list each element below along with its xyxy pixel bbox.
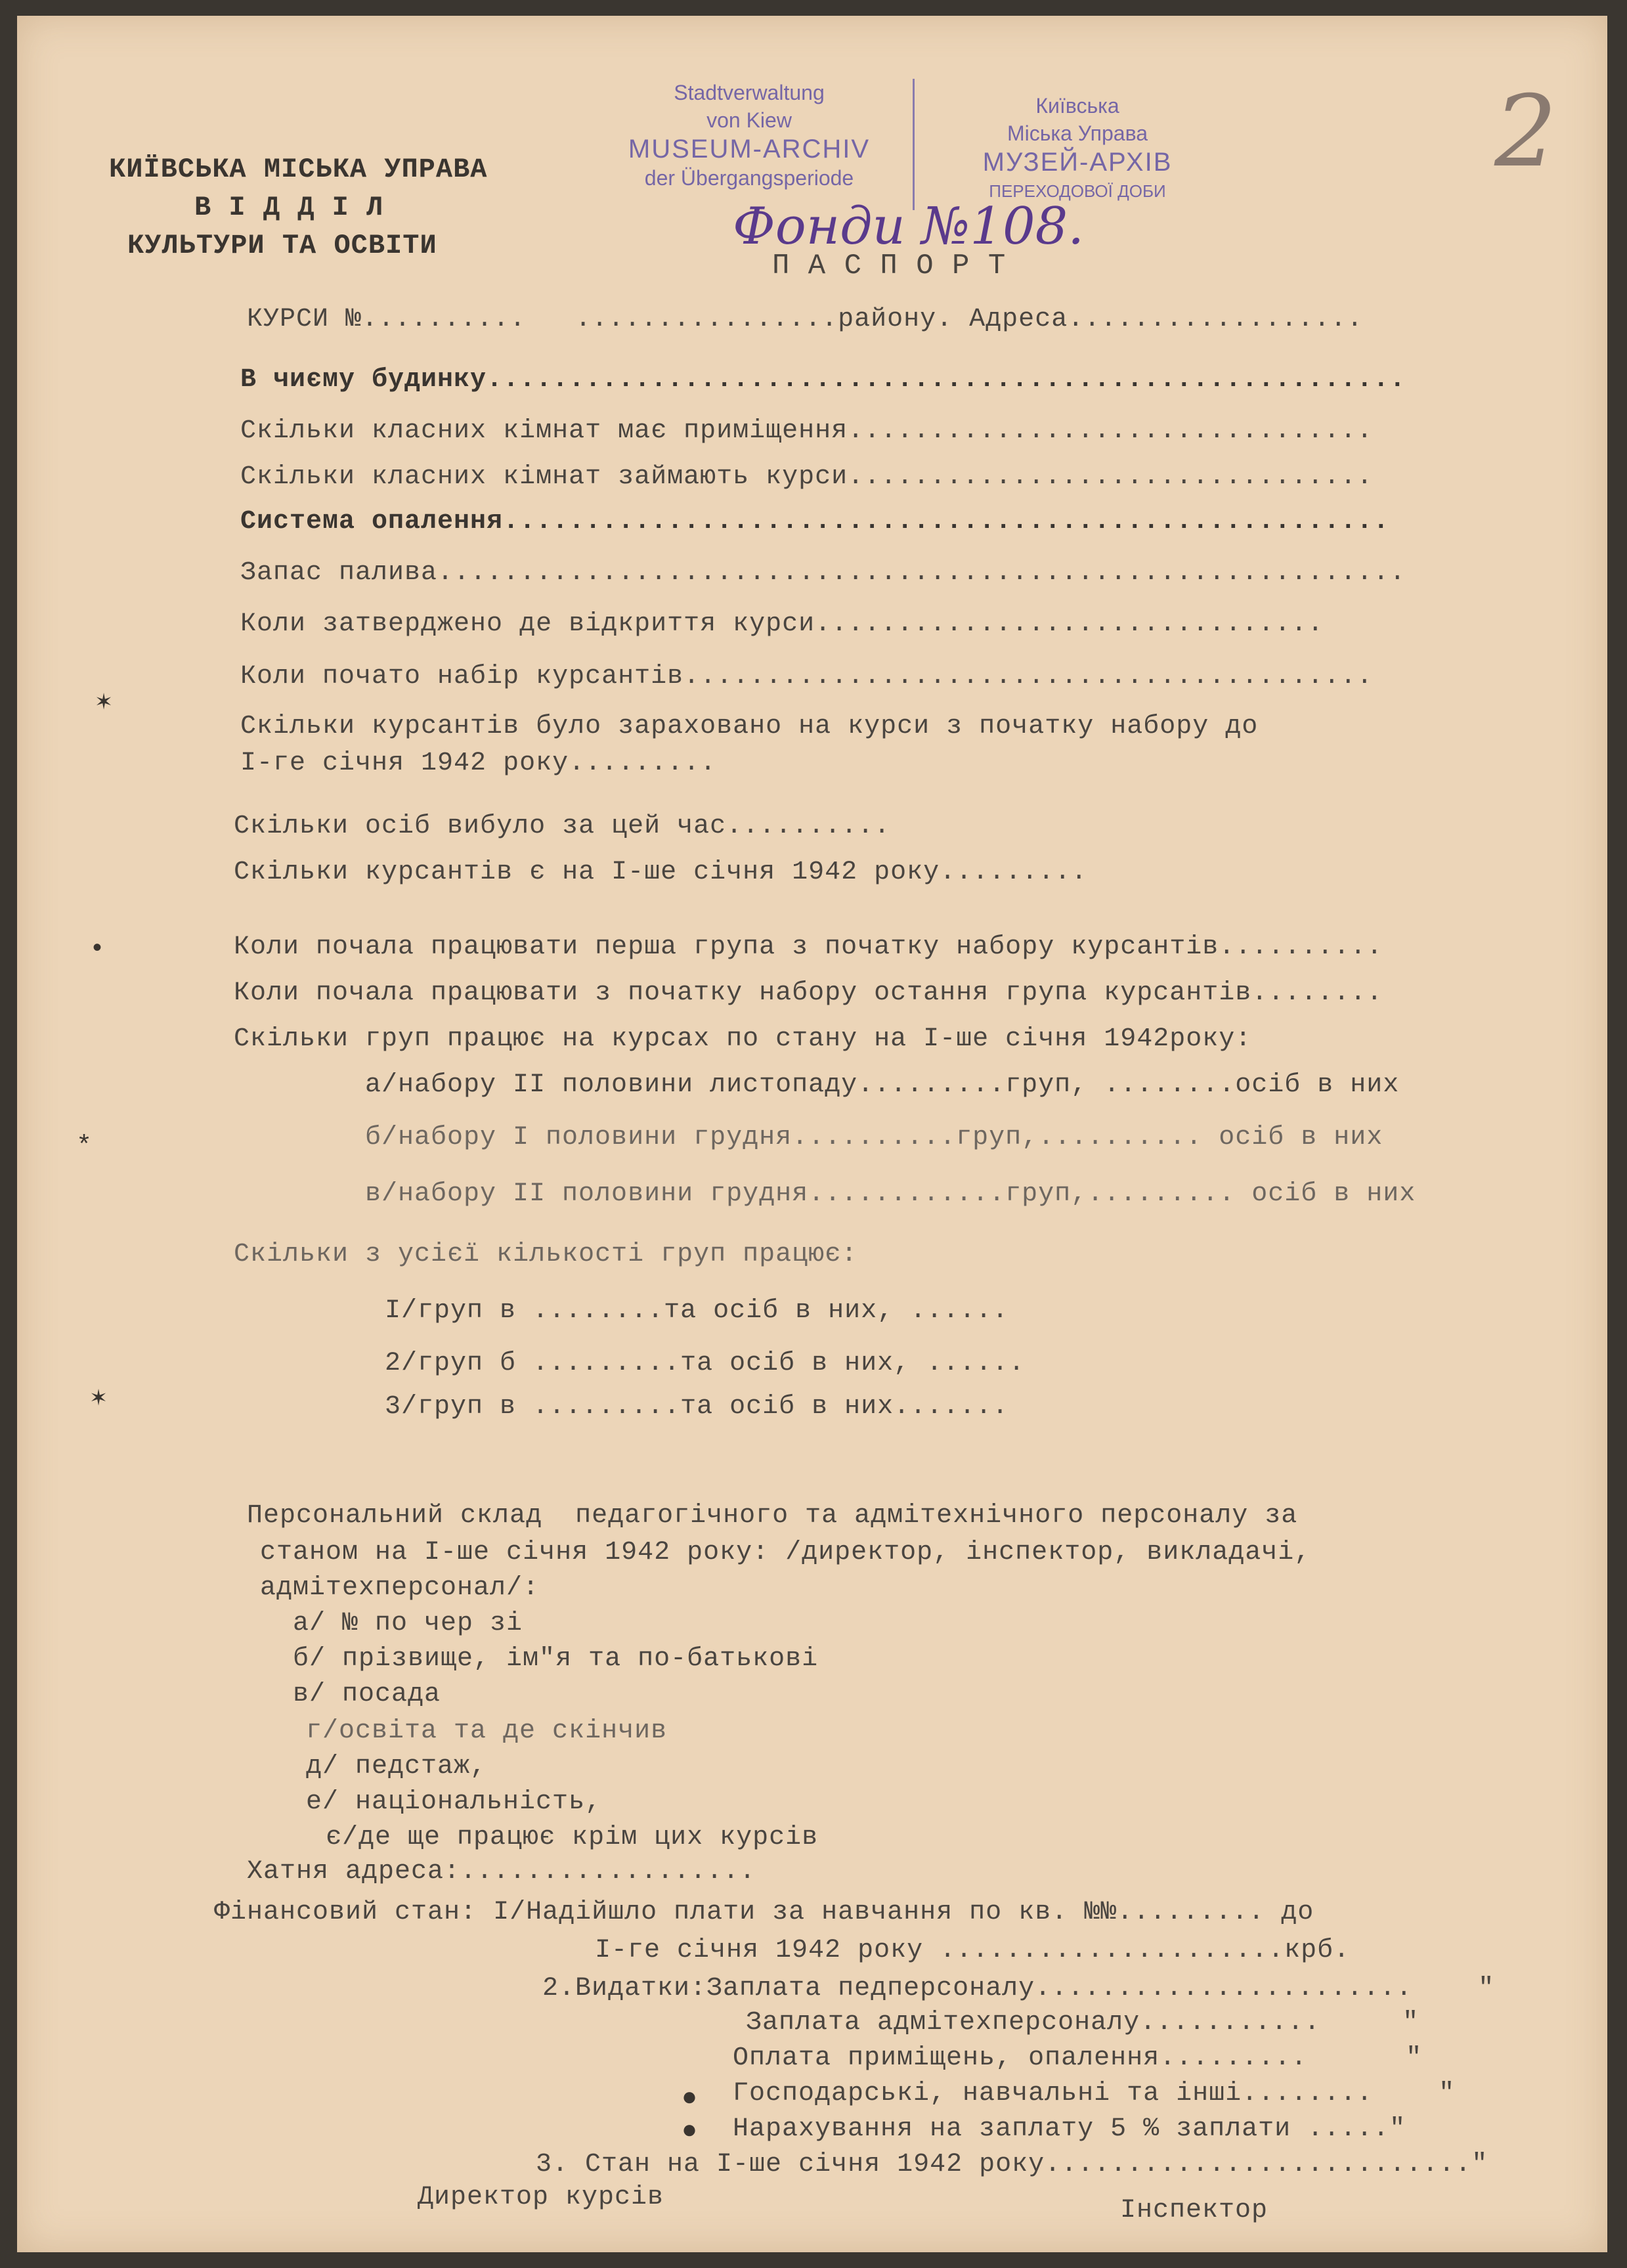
- staff-item-g: є/де ще працює крім цих курсів: [326, 1823, 819, 1852]
- staff-heading-cont: станом на I-ше січня 1942 року: /директор, інспектор, викладачі,: [260, 1538, 1311, 1567]
- form-line-enrollment-start: Коли почато набір курсантів..........................................: [240, 662, 1374, 691]
- stamp-right-column: [923, 79, 1232, 205]
- staff-item-f: е/ національність,: [306, 1787, 602, 1817]
- form-line-approval: Коли затверджено де відкриття курси...............................: [240, 609, 1324, 639]
- finance-balance: 3. Стан на I-ше січня 1942 року..........................": [536, 2150, 1488, 2179]
- paper-speck: •: [89, 935, 106, 965]
- header-line-2: В І Д Д І Л: [194, 192, 384, 223]
- home-address-line: Хатня адреса:..................: [247, 1857, 756, 1886]
- paper-speck: ✶: [96, 688, 112, 718]
- staff-heading: Персональний склад педагогічного та адмітехнічного персоналу за: [247, 1501, 1298, 1531]
- staff-item-c: в/ посада: [293, 1680, 441, 1709]
- paper-speck: *: [76, 1132, 93, 1162]
- stamp-left-line: von Kiew: [706, 108, 792, 132]
- form-line-current: Скільки курсантів є на I-ше січня 1942 року.........: [234, 858, 1088, 887]
- form-line-groups-count: Скільки груп працює на курсах по стану на I-ше січня 1942року:: [234, 1024, 1252, 1054]
- form-line-courses: КУРСИ №.......... ................району. Адреса..................: [247, 305, 1364, 334]
- stamp-left-line: Stadtverwaltung: [674, 81, 825, 104]
- stamp-left-line: der Übergangsperiode: [644, 166, 854, 190]
- form-line-dropped: Скільки осіб вибуло за цей час..........: [234, 812, 891, 841]
- document-page: [17, 16, 1607, 2252]
- stamp-right-line: МУЗЕЙ-АРХІВ: [982, 148, 1173, 177]
- paper-speck: ●: [682, 2117, 698, 2147]
- header-line-1: КИЇВСЬКА МІСЬКА УПРАВА: [109, 154, 488, 185]
- form-line-group-1: I/груп в ........та осіб в них, ......: [385, 1296, 1009, 1326]
- finance-expenses-household: Господарські, навчальні та інші........ ": [733, 2079, 1456, 2108]
- form-line-groups-working: Скільки з усієї кількості груп працює:: [234, 1240, 858, 1269]
- handwritten-page-number: 2: [1494, 75, 1557, 189]
- finance-expenses-admin: Заплата адмітехперсоналу........... ": [746, 2008, 1420, 2038]
- form-line-rooms-used: Скільки класних кімнат займають курси................................: [240, 462, 1374, 492]
- document-title: П А С П О Р Т: [772, 250, 1007, 282]
- form-line-last-group: Коли почала працювати з початку набору остання група курсантів........: [234, 978, 1383, 1008]
- stamp-left-column: [595, 79, 903, 192]
- form-line-first-group: Коли почала працювати перша група з початку набору курсантів..........: [234, 932, 1383, 962]
- form-line-enrolled-date: I-ге січня 1942 року.........: [240, 749, 717, 778]
- form-line-group-b: б/набору I половини грудня..........груп,.......... осіб в них: [365, 1123, 1383, 1152]
- handwritten-fonds-number: Фонди №108.: [733, 197, 1085, 256]
- staff-item-d: г/освіта та де скінчив: [306, 1716, 668, 1746]
- form-line-enrolled: Скільки курсантів було зараховано на курси з початку набору до: [240, 712, 1259, 741]
- form-line-group-2: 2/груп б .........та осіб в них, ......: [385, 1349, 1026, 1378]
- finance-expenses-accruals: Нарахування на заплату 5 % заплати .....": [733, 2114, 1406, 2144]
- paper-speck: ●: [682, 2084, 698, 2114]
- signature-director: Директор курсів: [418, 2183, 664, 2212]
- signature-inspector: Інспектор: [1120, 2196, 1269, 2225]
- form-line-fuel: Запас палива...........................................................: [240, 558, 1406, 588]
- staff-item-b: б/ прізвище, ім"я та по-батькові: [293, 1644, 819, 1674]
- stamp-right-line: Київська: [1035, 94, 1119, 118]
- form-line-group-c: в/набору II половини грудня............груп,......... осіб в них: [365, 1179, 1416, 1209]
- form-line-group-a: а/набору II половини листопаду.........груп, ........осіб в них: [365, 1070, 1400, 1100]
- stamp-right-line: Міська Управа: [1007, 121, 1148, 145]
- stamp-divider: [913, 79, 915, 210]
- staff-heading-end: адмітехперсонал/:: [260, 1573, 540, 1603]
- finance-line-1: Фінансовий стан: I/Надійшло плати за навчання по кв. №№......... до: [214, 1898, 1314, 1927]
- form-line-heating: Система опалення......................................................: [240, 507, 1390, 536]
- staff-item-e: д/ педстаж,: [306, 1752, 487, 1781]
- stamp-left-line: MUSEUM-ARCHIV: [628, 135, 871, 164]
- finance-line-1-cont: I-ге січня 1942 року .....................крб.: [595, 1936, 1351, 1965]
- form-line-rooms-total: Скільки класних кімнат має приміщення................................: [240, 416, 1374, 446]
- paper-speck: ✶: [91, 1384, 107, 1414]
- header-line-3: КУЛЬТУРИ ТА ОСВІТИ: [127, 230, 437, 261]
- stamp-right-line: ПЕРЕХОДОВОЇ ДОБИ: [989, 181, 1166, 201]
- form-line-group-3: 3/груп в .........та осіб в них.......: [385, 1392, 1009, 1422]
- finance-expenses-premises: Оплата приміщень, опалення......... ": [733, 2043, 1423, 2073]
- finance-expenses-staff: 2.Видатки:Заплата педперсоналу....................... ": [542, 1974, 1495, 2003]
- form-line-building: В чиєму будинку........................................................: [240, 365, 1406, 395]
- staff-item-a: а/ № по чер зі: [293, 1609, 523, 1638]
